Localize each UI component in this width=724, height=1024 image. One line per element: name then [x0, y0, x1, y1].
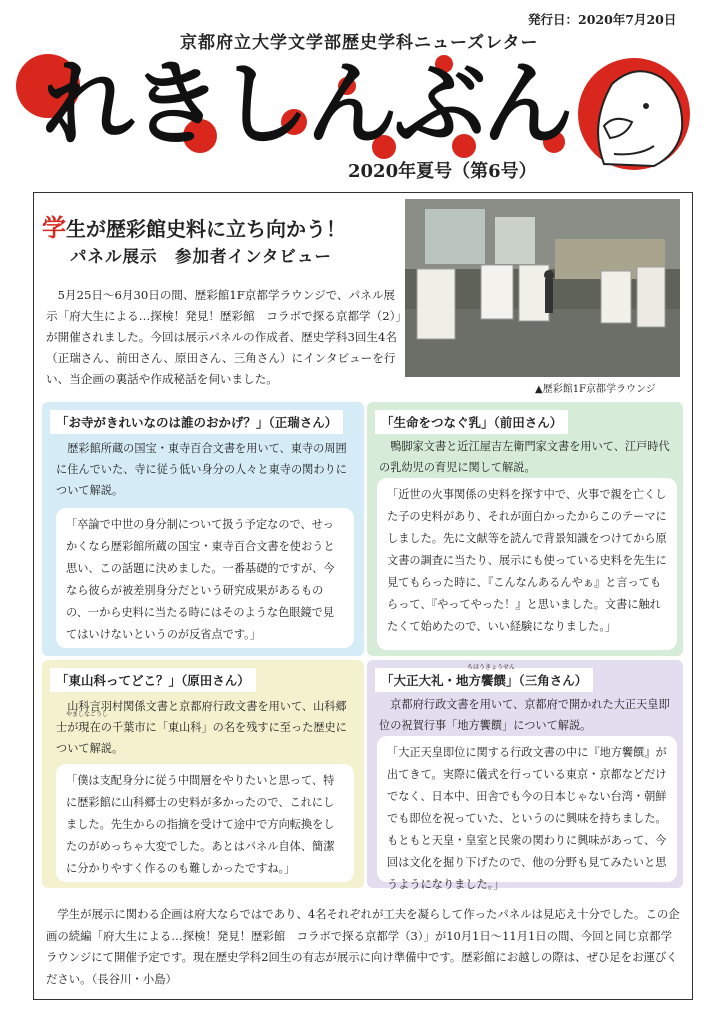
- panel-title: 「東山科ってどこ？」（原田さん）: [50, 668, 256, 692]
- panel-description: 歴彩館所蔵の国宝・東寺百合文書を用いて、東寺の周囲に住んでいた、寺に従う低い身分の人々と東寺の関わりについて解説。: [56, 442, 347, 497]
- panel-quote: 「近世の火事関係の史料を探す中で、火事で親を亡くした子の史料があり、それが面白かったからこのテーマにしました。先に文献等を読んで背景知識をつけてから原文書の調査に当たり、展示にも使っている史料を先生に見てもらった時に、『こんなんあるんやぁ』と言ってもらって、『やってやった！』と思いました。文書に触れたくて始めたので、いい経験になりました。」: [377, 478, 677, 650]
- lead-subheadline: パネル展示 参加者インタビュー: [70, 247, 332, 266]
- interview-panel-misumi: [367, 660, 683, 891]
- lead-intro: 5月25日～6月30日の間、歴彩館1F京都学ラウンジで、パネル展示「府大生による…探検！発見！歴彩館 コラボで探る京都学（2）」が開催されました。今回は展示パネルの作成者、歴史学科3回生4名（正瑞さん、前田さん、原田さん、三角さん）にインタビューを行い、当企画の裏話や作成秘話を伺いました。: [46, 288, 402, 386]
- ruby-annotation: やましなごうし: [66, 711, 109, 718]
- mascot-icon: [578, 58, 690, 170]
- lounge-photo: [405, 199, 680, 377]
- panel-description: 山科言羽村関係文書と京都府行政文書を用いて、山科郷士が現在の千葉市に「東山科」の名を残すに至った歴史について解説。: [56, 700, 347, 755]
- issue-label: 2020年夏号（第6号）: [348, 161, 537, 182]
- lead-headline: [42, 208, 346, 243]
- interview-panel-harada: [42, 660, 364, 888]
- masthead-title: れきしんぶん: [42, 51, 571, 158]
- panel-title: 「生命をつなぐ乳」（前田さん）: [375, 410, 568, 434]
- ruby-annotation: ちほうきょうせん: [467, 664, 516, 671]
- closing-paragraph: 学生が展示に関わる企画は府大ならではであり、4名それぞれが工夫を凝らして作ったパネルは見応え十分でした。この企画の続編「府大生による…探検！発見！歴彩館 コラボで探る京都学（3）」が10月1日～11月1日の間、今回と同じ京都学ラウンジにて開催予定です。現在歴史学科2回生の有志が展示に向け準備中です。歴彩館にお越しの際は、ぜひ足をお運びください。（長谷川・小島）: [46, 907, 680, 986]
- panel-title: 「大正大礼・地方饗饌」（三角さん）: [375, 668, 593, 692]
- issue-date: 発行日：2020年7月20日: [528, 12, 677, 27]
- panel-description: 京都府行政文書を用いて、京都府で開かれた大正天皇即位の祝賀行事「地方饗饌」について解説。: [379, 698, 670, 732]
- panel-title: 「お寺がきれいなのは誰のおかげ？」（正瑞さん）: [50, 410, 343, 434]
- photo-caption: ▲歴彩館1F京都学ラウンジ: [535, 384, 656, 395]
- panel-quote: 「僕は支配身分に従う中間層をやりたいと思って、特に歴彩館に山科郷士の史料が多かったので、これにしました。先生からの指摘を受けて途中で方向転換をしたのがめっちゃ大変でした。あとはパネル自体、簡潔に分かりやすく作るのも難しかったですね。」: [56, 764, 354, 882]
- panel-quote: 「大正天皇即位に関する行政文書の中に『地方饗饌』が出てきて。実際に儀式を行っている東京・京都などだけでなく、日本中、田舎でも今の日本じゃない台湾・朝鮮でも即位を祝っていた、というのに興味を持ちました。もともと天皇・皇室と民衆の関わりに興味があって、今回は文化を掘り下げたので、他の分野も見てみたいと思うようになりました。」: [377, 736, 677, 882]
- interview-panel-masamizu: [42, 402, 364, 656]
- headline-accent: 学: [42, 214, 66, 242]
- panel-description: 鴨脚家文書と近江屋吉左衛門家文書を用いて、江戸時代の乳幼児の育児に関して解説。: [379, 440, 670, 474]
- newsletter-subtitle: 京都府立大学文学部歴史学科ニューズレター: [180, 33, 539, 53]
- headline-text: 生が歴彩館史料に立ち向かう！: [66, 217, 346, 241]
- interview-panel-maeda: [367, 402, 683, 656]
- panel-quote: 「卒論で中世の身分制について扱う予定なので、せっかくなら歴彩館所蔵の国宝・東寺百合文書を使おうと思い、この話題に決めました。一番基礎的ですが、今なら彼らが被差別身分だという研究成果があるものの、一から史料に当たる時にはそのような色眼鏡で見てはいけないというのが反省点です。」: [56, 508, 354, 648]
